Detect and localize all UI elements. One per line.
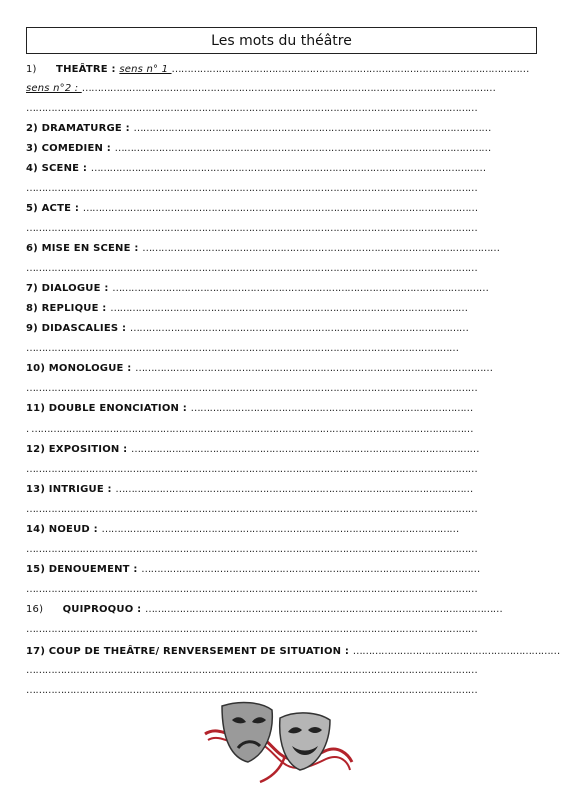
worksheet-line [26,242,536,256]
term-label: 8) REPLIQUE : [26,303,111,314]
answer-blank[interactable]: . …………………………………………………………………………………………………………………………… [26,424,473,435]
worksheet-line [26,182,536,196]
worksheet-line [26,122,536,136]
answer-blank[interactable]: ……………………………………………………………………………………………………………… [82,203,478,214]
answer-blank[interactable]: ……………………………………………………………………………………………………………………………… [26,103,478,114]
line-number: 1) [26,64,41,75]
term-label: 14) NOEUD : [26,524,102,535]
answer-blank[interactable]: ……………………………………………………………………………………………………………………………… [26,624,478,635]
term-label: 12) EXPOSITION : [26,444,132,455]
answer-blank[interactable]: ……………………………………………………………………………… [190,403,473,414]
answer-blank[interactable]: ………………………………………………………………………………………………………………………… [26,343,459,354]
worksheet-line [26,262,536,276]
answer-blank[interactable]: ……………………………………………………………………………………………………………………………… [26,685,478,696]
answer-blank[interactable]: ……………………………………………………………………………………………………………………………… [26,504,478,515]
worksheet-line [26,443,536,457]
answer-blank[interactable]: ………………………………………………………………………………………………………… [114,143,491,154]
term-label: 10) MONOLOGUE : [26,363,136,374]
answer-blank[interactable]: ……………………………………………………………………………………………………………………………… [26,183,478,194]
term-label: sens n°2 : [26,83,82,94]
answer-blank[interactable]: ………………………………………………………… [352,646,560,657]
answer-blank[interactable]: …………………………………………………………………………………………………… [144,604,503,615]
answer-blank[interactable]: …………………………………………………………………………………………………… [101,524,459,535]
answer-blank[interactable]: ……………………………………………………………………………………………………………………………… [26,464,478,475]
worksheet-line [26,423,536,437]
worksheet-line [26,623,536,637]
worksheet-line [26,362,536,376]
answer-blank[interactable]: …………………………………………………………………………………………………… [115,484,473,495]
term-label: 4) SCENE : [26,163,91,174]
answer-blank[interactable]: ……………………………………………………………………………………………………………………………… [26,383,478,394]
answer-blank[interactable]: …………………………………………………………………………………………………………………… [81,83,496,94]
worksheet-line [26,503,536,517]
answer-blank[interactable]: ……………………………………………………………………………………………… [129,323,469,334]
worksheet-line [26,463,536,477]
term-label: 9) DIDASCALIES : [26,323,130,334]
answer-blank[interactable]: …………………………………………………………………………………………………… [135,363,493,374]
worksheet-line [26,483,536,497]
sense-label: sens n° 1 [119,64,172,75]
worksheet-line [26,645,560,659]
worksheet-line [26,523,536,537]
worksheet-line [26,583,536,597]
term-label: 3) COMEDIEN : [26,143,115,154]
term-label: 5) ACTE : [26,203,83,214]
term-label: 7) DIALOGUE : [26,283,113,294]
answer-blank[interactable]: …………………………………………………………………………………………………… [171,64,529,75]
worksheet-line [26,142,536,156]
answer-blank[interactable]: ………………………………………………………………………………………………………… [112,283,489,294]
worksheet-line [26,63,536,77]
answer-blank[interactable]: ……………………………………………………………………………………………………………………………… [26,263,478,274]
answer-blank[interactable]: …………………………………………………………………………………………………… [133,123,491,134]
term-label: 11) DOUBLE ENONCIATION : [26,403,191,414]
worksheet-line [26,603,536,617]
answer-blank[interactable]: ……………………………………………………………………………………………………………………………… [26,223,478,234]
answer-blank[interactable]: ……………………………………………………………………………………………………………………………… [26,544,478,555]
answer-blank[interactable]: ……………………………………………………………………………………………………………………………… [26,584,478,595]
term-label: 15) DENOUEMENT : [26,564,142,575]
term-label: QUIPROQUO : [62,604,145,615]
page-title: Les mots du théâtre [26,27,537,54]
answer-blank[interactable]: …………………………………………………………………………………………………… [142,243,500,254]
worksheet-line [26,322,536,336]
worksheet-line [26,202,536,216]
term-label: 17) COUP DE THEÂTRE/ RENVERSEMENT DE SITUATION : [26,646,353,657]
worksheet-line [26,302,536,316]
answer-blank[interactable]: ………………………………………………………………………………………………… [131,444,479,455]
answer-blank[interactable]: ……………………………………………………………………………………………………………………………… [26,665,478,676]
term-label: THEÂTRE : [56,64,120,75]
answer-blank[interactable]: ……………………………………………………………………………………………… [141,564,480,575]
worksheet-line [26,162,536,176]
answer-blank[interactable]: ……………………………………………………………………………………………………………… [90,163,486,174]
worksheet-line [26,82,536,96]
worksheet-line [26,382,536,396]
worksheet-line [26,543,536,557]
line-number: 16) [26,604,47,615]
worksheet-line [26,563,536,577]
worksheet-line [26,342,536,356]
answer-blank[interactable]: …………………………………………………………………………………………………… [110,303,468,314]
worksheet-line [26,402,536,416]
term-label: 6) MISE EN SCENE : [26,243,143,254]
worksheet-line [26,664,536,678]
worksheet-line [26,102,536,116]
theatre-masks-icon [200,696,355,786]
worksheet-line [26,282,536,296]
term-label: 13) INTRIGUE : [26,484,116,495]
worksheet-line [26,222,536,236]
term-label: 2) DRAMATURGE : [26,123,134,134]
